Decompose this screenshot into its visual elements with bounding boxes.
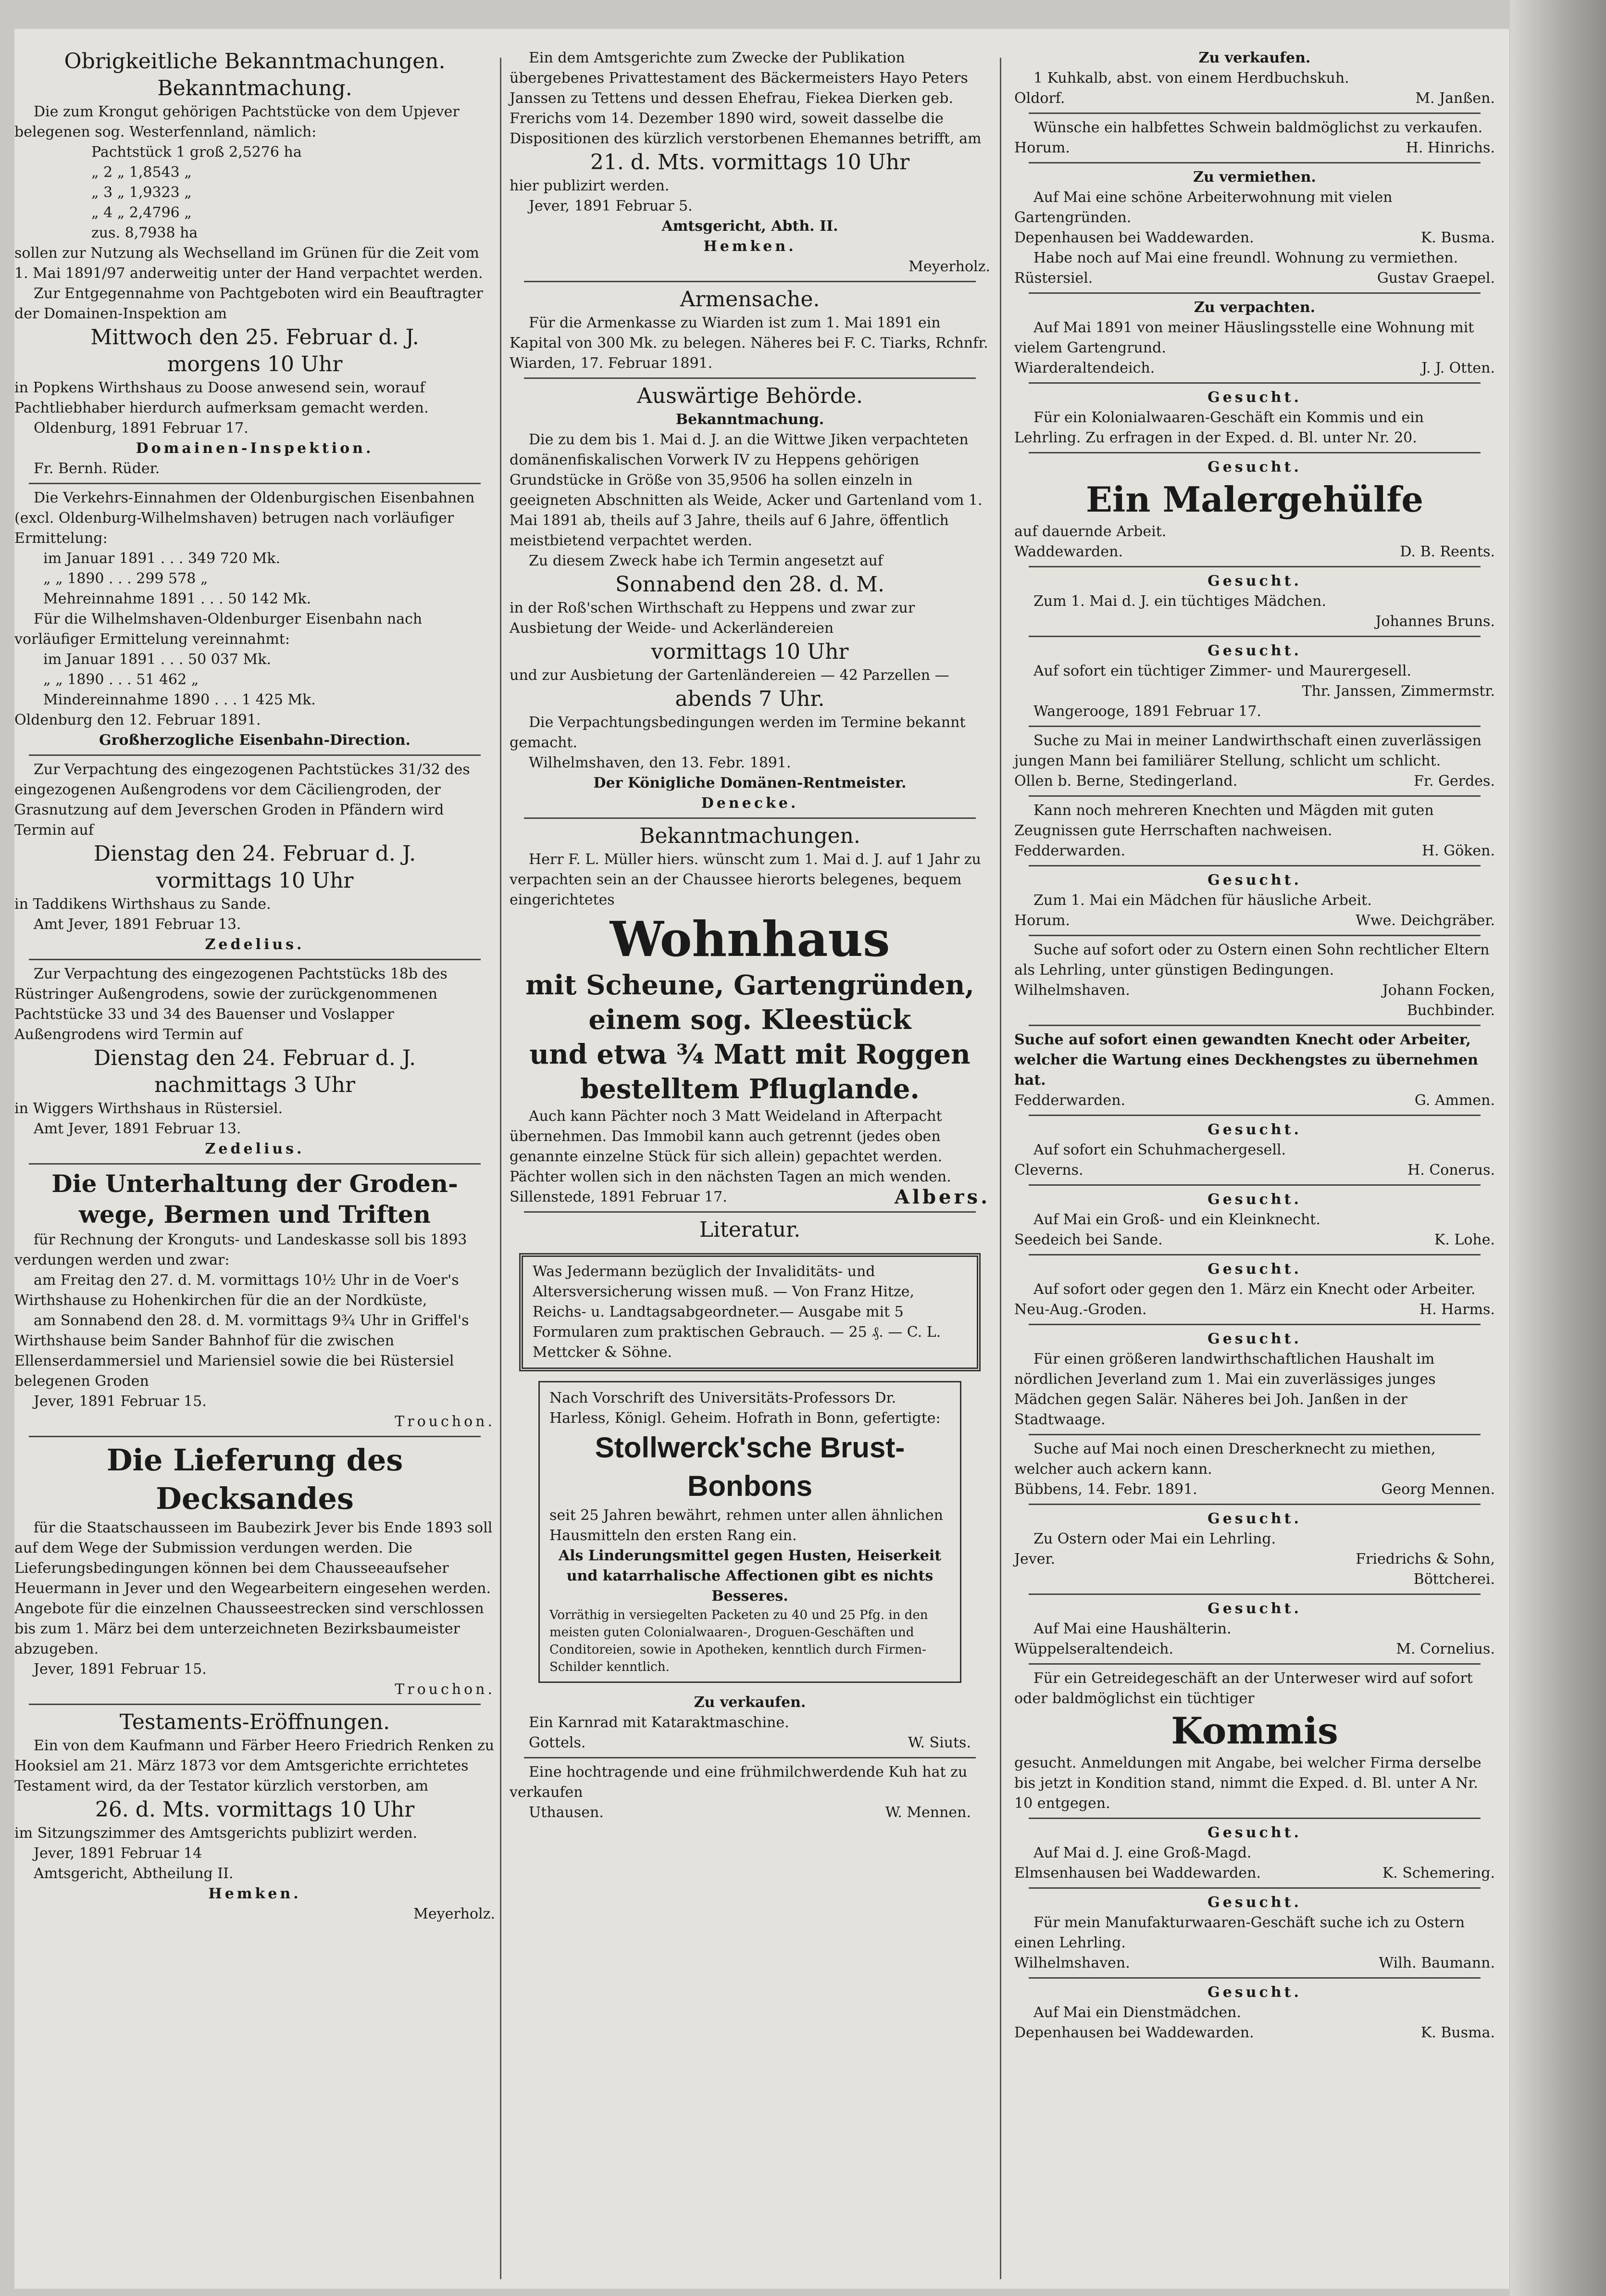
signature-date: Oldenburg den 12. Februar 1891. — [14, 712, 261, 728]
divider — [1029, 795, 1481, 797]
notice-text: im Sitzungszimmer des Amtsgerichts publizirt werden. — [14, 1825, 418, 1842]
divider — [1029, 1818, 1481, 1819]
signature: Wwe. Deichgräber. — [1356, 912, 1495, 929]
ad-heading: Gesucht. — [1208, 1330, 1302, 1347]
notice-text: Zur Verpachtung des eingezogenen Pachtstücks 18b des Rüstringer Außengrodens, sowie der zurückgenommenen Pachtstücke 33 und 34 des Bauenser und Voslapper Außengrodens wird Termin auf — [14, 966, 448, 1043]
time-line: abends 7 Uhr. — [675, 687, 825, 711]
divider — [1029, 1504, 1481, 1505]
signature: Johannes Bruns. — [1375, 613, 1495, 630]
divider — [1029, 1593, 1481, 1595]
ad-heading: Gesucht. — [1208, 872, 1302, 889]
divider — [1029, 1434, 1481, 1435]
ad-text: Für einen größeren landwirthschaftlichen Haushalt im nördlichen Jeverland zum 1. Mai ein zuverlässiges junges Mädchen gegen Salär. Näheres bei Joh. Janßen in der Stadtwaage. — [1014, 1351, 1436, 1428]
time-line: vormittags 10 Uhr — [651, 640, 849, 664]
divider — [1029, 935, 1481, 936]
signature: D. B. Reents. — [1400, 543, 1495, 560]
ad-text: Auf Mai d. J. eine Groß-Magd. — [1033, 1844, 1252, 1861]
time-line: vormittags 10 Uhr — [156, 868, 354, 893]
divider — [1029, 113, 1481, 114]
notice-text: Zur Entgegennahme von Pachtgeboten wird ein Beauftragter der Domainen-Inspektion am — [14, 285, 483, 322]
ad-text: auf dauernde Arbeit. — [1014, 523, 1167, 540]
signature: Meyerholz. — [909, 258, 990, 275]
signature-place: Rüstersiel. — [1014, 270, 1093, 287]
signature-place: Fedderwarden. — [1014, 1092, 1126, 1109]
column-rule — [1000, 58, 1001, 2279]
signature-row — [1014, 1549, 1495, 1569]
ad-heading: Gesucht. — [1208, 1121, 1302, 1138]
notice-text: Für die Armenkasse zu Wiarden ist zum 1. Mai 1891 ein Kapital von 300 Mk. zu belegen. Näheres bei F. C. Tiarks, Rchnfr. — [510, 314, 988, 351]
signature-place: Depenhausen bei Waddewarden. — [1014, 229, 1254, 246]
ad-heading: Zu vermiethen. — [1193, 169, 1316, 186]
signature: K. Busma. — [1420, 229, 1495, 246]
signature: Thr. Janssen, Zimmermstr. — [1302, 683, 1495, 700]
signature-date: Amt Jever, 1891 Februar 13. — [34, 1120, 241, 1137]
divider — [1029, 1025, 1481, 1026]
ad-heading: Gesucht. — [1208, 1984, 1302, 2001]
date-line: Mittwoch den 25. Februar d. J. — [90, 325, 419, 350]
signature-row — [1014, 228, 1495, 248]
divider — [524, 377, 976, 379]
section-heading: Testaments-Eröffnungen. — [119, 1710, 390, 1734]
ad-heading: Gesucht. — [1208, 1261, 1302, 1278]
ad-text: Auf sofort ein Schuhmachergesell. — [1033, 1142, 1286, 1158]
divider — [524, 1211, 976, 1213]
ad-text: Für ein Getreidegeschäft an der Unterweser wird auf sofort oder baldmöglichst ein tüchtiger — [1014, 1670, 1473, 1707]
signature: K. Busma. — [1420, 2024, 1495, 2041]
signature-row — [1014, 1300, 1495, 1320]
parcel-table — [14, 142, 495, 243]
signature: M. Cornelius. — [1396, 1641, 1495, 1657]
signature: Gustav Graepel. — [1377, 270, 1495, 287]
signature-date: Wilhelmshaven, den 13. Febr. 1891. — [529, 754, 791, 771]
literature-text: Was Jedermann bezüglich der Invaliditäts- und Altersversicherung wissen muß. — Von Franz Hitze, Reichs- u. Landtagsabgeordneter.— Ausgabe mit 5 Formularen zum praktischen Gebrauch. — 25 ₰. — C. L. Mettcker & Söhne. — [533, 1263, 941, 1361]
column-1 — [14, 48, 495, 1924]
divider — [1029, 382, 1481, 384]
ad-line: einem sog. Kleestück — [588, 1004, 911, 1036]
signature: Domainen-Inspektion. — [136, 440, 374, 457]
divider — [1029, 162, 1481, 163]
signature: K. Schemering. — [1382, 1865, 1495, 1882]
ad-heading: Gesucht. — [1208, 459, 1302, 476]
notice-text: in Taddikens Wirthshaus zu Sande. — [14, 896, 271, 913]
ad-text: Auf sofort ein tüchtiger Zimmer- und Maurergesell. — [1033, 663, 1412, 679]
notice-text: hier publizirt werden. — [510, 177, 670, 194]
signature: Zedelius. — [205, 936, 305, 953]
ad-text: Auf Mai 1891 von meiner Häuslingsstelle eine Wohnung mit vielem Gartengrund. — [1014, 319, 1474, 356]
signature: W. Siuts. — [908, 1734, 971, 1751]
signature: Fr. Bernh. Rüder. — [34, 460, 160, 477]
ad-text: gesucht. Anmeldungen mit Angabe, bei welcher Firma derselbe bis jetzt in Kondition stand, nimmt die Exped. d. Bl. unter A Nr. 10 entgegen. — [1014, 1755, 1482, 1812]
ad-heading: Gesucht. — [1208, 1824, 1302, 1841]
section-heading: Literatur. — [699, 1217, 801, 1242]
signature: J. J. Otten. — [1421, 360, 1495, 376]
divider — [1029, 1324, 1481, 1325]
ad-headline: Ein Malergehülfe — [1085, 479, 1424, 520]
signature: H. Hinrichs. — [1406, 139, 1495, 156]
notice-text: für die Staatschausseen im Baubezirk Jever bis Ende 1893 soll auf dem Wege der Submission verdungen werden. Die Lieferungsbedingungen können bei dem Chausseeaufseher Heuermann in Jever und den Wegearbeitern eingesehen werden. Angebote für die einzelnen Chausseestrecken sind verschlossen bis zum 1. März bei dem unterzeichneten Bezirksbaumeister abzugeben. — [14, 1519, 493, 1657]
signature: Böttcherei. — [1413, 1571, 1495, 1588]
signature-row — [1014, 1230, 1495, 1250]
ad-text: Zum 1. Mai d. J. ein tüchtiges Mädchen. — [1033, 593, 1326, 610]
signature-place: Gottels. — [529, 1734, 586, 1751]
ad-heading: Zu verkaufen. — [1198, 50, 1311, 66]
ad-text: 1 Kuhkalb, abst. von einem Herdbuchskuh. — [1033, 70, 1349, 87]
divider — [1029, 636, 1481, 637]
signature: Meyerholz. — [413, 1906, 495, 1922]
section-heading: Armensache. — [680, 287, 820, 312]
ad-line: mit Scheune, Gartengründen, — [525, 969, 974, 1001]
ad-text: Auf Mai ein Groß- und ein Kleinknecht. — [1033, 1211, 1320, 1228]
signature: Zedelius. — [205, 1141, 305, 1157]
date-line: Dienstag den 24. Februar d. J. — [93, 1046, 416, 1070]
notice-text: Zur Verpachtung des eingezogenen Pachtstückes 31/32 des eingezogenen Außengrodens vor dem Cäciliengroden, der Grasnutzung auf dem Jeverschen Groden in Pfändern wird Termin auf — [14, 761, 470, 839]
signature-row — [1014, 911, 1495, 931]
divider — [1029, 1115, 1481, 1116]
signature-place: Wilhelmshaven. — [1014, 1955, 1130, 1971]
ad-heading: Zu verpachten. — [1194, 299, 1316, 316]
ad-heading: Gesucht. — [1208, 642, 1302, 659]
signature-date: Wiarden, 17. Februar 1891. — [510, 355, 713, 372]
ad-text: Für mein Manufakturwaaren-Geschäft suche ich zu Ostern einen Lehrling. — [1014, 1914, 1465, 1951]
signature: H. Göken. — [1421, 842, 1495, 859]
signature-place: Ollen b. Berne, Stedingerland. — [1014, 773, 1238, 790]
ad-heading: Gesucht. — [1208, 1894, 1302, 1911]
ad-text: Suche zu Mai in meiner Landwirthschaft einen zuverlässigen jungen Mann bei familiärer Stellung, schlicht um schlicht. — [1014, 732, 1482, 769]
signature-place: Neu-Aug.-Groden. — [1014, 1301, 1147, 1318]
signature: Wilh. Baumann. — [1379, 1955, 1495, 1971]
notice-text: am Freitag den 27. d. M. vormittags 10½ Uhr in de Voer's Wirthshause zu Hohenkirchen für die an der Nordküste, — [14, 1272, 459, 1309]
divider — [1029, 1977, 1481, 1979]
divider — [29, 1436, 481, 1437]
column-rule — [500, 58, 501, 2279]
signature-place: Elmsenhausen bei Waddewarden. — [1014, 1865, 1261, 1882]
notice-heading: Zu verkaufen. — [694, 1694, 806, 1711]
section-heading: Bekanntmachungen. — [639, 824, 860, 848]
signature-row — [510, 1803, 990, 1823]
signature-place: Depenhausen bei Waddewarden. — [1014, 2024, 1254, 2041]
divider — [1029, 452, 1481, 453]
ad-text: Suche auf sofort oder zu Ostern einen Sohn rechtlicher Eltern als Lehrling, unter günstigen Bedingungen. — [1014, 941, 1490, 979]
signature: Johann Focken, — [1382, 982, 1495, 999]
notice-text: Ein dem Amtsgerichte zum Zwecke der Publikation übergebenes Privattestament des Bäckermeisters Hayo Peters Janssen zu Tettens und dessen Ehefrau, Fiekea Dierken geb. Frerichs vom 14. Dezember 1890 wird, soweit dasselbe die Dispositionen des kürzlich verstorbenen Ehemannes betrifft, am — [510, 50, 982, 147]
table-row: „ 4 „ 2,4796 „ — [91, 204, 192, 221]
notice-headline: Die Lieferung des Decksandes — [106, 1443, 403, 1516]
ad-headline: Wohnhaus — [610, 911, 890, 967]
signature-place: Fedderwarden. — [1014, 842, 1126, 859]
divider — [29, 754, 481, 756]
notice-text: Eine hochtragende und eine frühmilchwerdende Kuh hat zu verkaufen — [510, 1764, 968, 1801]
table-row: „ 3 „ 1,9323 „ — [91, 184, 192, 201]
signature: Hemken. — [208, 1885, 301, 1902]
signature-place: Uthausen. — [529, 1804, 604, 1821]
date-line: 21. d. Mts. vormittags 10 Uhr — [590, 150, 910, 175]
signature-row — [1014, 1480, 1495, 1500]
ad-text: Als Linderungsmittel gegen Husten, Heiserkeit und katarrhalische Affectionen gibt es nichts Besseres. — [558, 1547, 942, 1605]
ad-text: Habe noch auf Mai eine freundl. Wohnung zu vermiethen. — [1033, 250, 1458, 266]
newspaper-page — [14, 29, 1509, 2289]
ad-text: Zum 1. Mai ein Mädchen für häusliche Arbeit. — [1033, 892, 1372, 909]
signature-date: Jever, 1891 Februar 15. — [34, 1393, 207, 1410]
notice-text: für Rechnung der Kronguts- und Landeskasse soll bis 1893 verdungen werden und zwar: — [14, 1231, 467, 1268]
signature-row — [1014, 88, 1495, 109]
signature-place: Waddewarden. — [1014, 543, 1123, 560]
signature-row — [1014, 542, 1495, 562]
signature-row — [1014, 1863, 1495, 1883]
signature-date: Jever, 1891 Februar 15. — [34, 1661, 207, 1678]
divider — [29, 1704, 481, 1705]
notice-text: in Wiggers Wirthshaus in Rüstersiel. — [14, 1100, 283, 1117]
notice-text: in Popkens Wirthshaus zu Doose anwesend sein, worauf Pachtliebhaber hierdurch aufmerksam gemacht werden. — [14, 379, 429, 416]
revenue-table — [14, 549, 495, 609]
divider — [1029, 566, 1481, 567]
divider — [524, 1757, 976, 1758]
table-row: Pachtstück 1 groß 2,5276 ha — [91, 144, 302, 161]
notice-text: Ein von dem Kaufmann und Färber Heero Friedrich Renken zu Hooksiel am 21. März 1873 vor dem Amtsgerichte errichtetes Testament wird, da der Testator kürzlich verstorben, am — [14, 1737, 495, 1794]
section-heading: Obrigkeitliche Bekanntmachungen. — [64, 49, 446, 74]
signature-row — [1014, 2023, 1495, 2043]
notice-heading: Bekanntmachung. — [157, 76, 352, 100]
ad-text: Suche auf sofort einen gewandten Knecht oder Arbeiter, welcher die Wartung eines Deckhengstes zu übernehmen hat. — [1014, 1031, 1478, 1089]
divider — [1029, 1663, 1481, 1665]
divider — [29, 959, 481, 960]
signature: Albers. — [894, 1186, 990, 1208]
divider — [29, 1163, 481, 1165]
signature-row — [1014, 1953, 1495, 1973]
ad-text: Zu Ostern oder Mai ein Lehrling. — [1033, 1531, 1276, 1547]
notice-text: und zur Ausbietung der Gartenländereien — 42 Parzellen — — [510, 667, 949, 684]
ad-heading: Gesucht. — [1208, 1510, 1302, 1527]
notice-text: Die Verpachtungsbedingungen werden im Termine bekannt gemacht. — [510, 714, 966, 751]
table-row: „ 2 „ 1,8543 „ — [91, 164, 192, 181]
notice-text: Die zu dem bis 1. Mai d. J. an die Wittwe Jiken verpachteten domänenfiskalischen Vorwerk IV zu Heppens gehörigen Grundstücke in Größe von 35,9506 ha sollen einzeln in geeigneten Abschnitten als Weide, Acker und Gartenland vom 1. Mai 1891 ab, theils auf 3 Jahre, theils auf 6 Jahre, öffentlich meistbietend verpachtet werden. — [510, 431, 983, 549]
signature: Fr. Gerdes. — [1414, 773, 1495, 790]
table-row: Mehreinnahme 1891 . . . 50 142 Mk. — [43, 590, 311, 607]
signature: Der Königliche Domänen-Rentmeister. — [593, 775, 907, 791]
notice-headline: Die Unterhaltung der Groden-wege, Bermen und Triften — [51, 1169, 458, 1229]
table-row: „ „ 1890 . . . 51 462 „ — [43, 671, 199, 688]
divider — [29, 483, 481, 484]
revenue-table — [14, 650, 495, 710]
signature-row — [1014, 1160, 1495, 1180]
notice-text: Die zum Krongut gehörigen Pachtstücke von dem Upjever belegenen sog. Westerfennland, nämlich: — [14, 103, 460, 140]
signature-row — [1014, 268, 1495, 289]
table-row: Mindereinnahme 1890 . . . 1 425 Mk. — [43, 691, 316, 708]
signature-place: Oldorf. — [1014, 90, 1065, 107]
signature: Denecke. — [701, 795, 799, 812]
date-line: Sonnabend den 28. d. M. — [615, 572, 884, 597]
signature-row — [1014, 980, 1495, 1001]
ad-line: bestelltem Pfluglande. — [580, 1073, 920, 1105]
ad-text: Nach Vorschrift des Universitäts-Professors Dr. Harless, Königl. Geheim. Hofrath in Bonn, gefertigte: — [549, 1390, 941, 1427]
notice-text: Auch kann Pächter noch 3 Matt Weideland in Afterpacht übernehmen. Das Immobil kann auch getrennt (jedes oben genannte einzelne Stück für sich allein) gepachtet werden. Pächter wollen sich in den nächsten Tagen an mich wenden. — [510, 1108, 951, 1185]
table-row: „ „ 1890 . . . 299 578 „ — [43, 570, 208, 587]
signature-row — [510, 1187, 990, 1207]
signature-row — [510, 1733, 990, 1753]
signature: Georg Mennen. — [1381, 1481, 1495, 1498]
signature-place: Bübbens, 14. Febr. 1891. — [1014, 1481, 1197, 1498]
ad-text: Kann noch mehreren Knechten und Mägden mit guten Zeugnissen gute Herrschaften nachweisen. — [1014, 802, 1434, 839]
table-row: zus. 8,7938 ha — [91, 225, 198, 241]
signature: Buchbinder. — [1407, 1002, 1495, 1019]
date-line: 26. d. Mts. vormittags 10 Uhr — [95, 1797, 415, 1822]
notice-text: Die Verkehrs-Einnahmen der Oldenburgischen Eisenbahnen (excl. Oldenburg-Wilhelmshaven) betrugen nach vorläufiger Ermittelung: — [14, 489, 475, 547]
time-line: nachmittags 3 Uhr — [154, 1073, 356, 1097]
divider — [1029, 726, 1481, 727]
signature: H. Conerus. — [1407, 1162, 1495, 1179]
signature-row — [1014, 1091, 1495, 1111]
time-line: morgens 10 Uhr — [167, 352, 343, 376]
signature: Trouchon. — [395, 1413, 495, 1430]
signature-place: Wiarderaltendeich. — [1014, 360, 1155, 376]
signature-date: Sillenstede, 1891 Februar 17. — [510, 1189, 727, 1205]
signature-place: Jever. — [1014, 1551, 1056, 1568]
page-fold-shadow — [1510, 0, 1606, 2296]
ad-text: Auf Mai eine schöne Arbeiterwohnung mit vielen Gartengründen. — [1014, 189, 1393, 226]
signature-row — [1014, 841, 1495, 861]
divider — [524, 281, 976, 282]
signature: Hemken. — [703, 238, 797, 255]
column-2 — [510, 48, 990, 1823]
signature-row — [1014, 1639, 1495, 1659]
ad-heading: Gesucht. — [1208, 389, 1302, 406]
signature: W. Mennen. — [885, 1804, 971, 1821]
notice-text: Ein Karnrad mit Kataraktmaschine. — [529, 1714, 789, 1731]
signature-place: Horum. — [1014, 139, 1070, 156]
signature: Amtsgericht, Abtheilung II. — [34, 1865, 234, 1882]
notice-heading: Bekanntmachung. — [675, 411, 824, 428]
signature-place: Wilhelmshaven. — [1014, 982, 1130, 999]
notice-text: Für die Wilhelmshaven-Oldenburger Eisenbahn nach vorläufiger Ermittelung vereinnahmt: — [14, 611, 423, 648]
divider — [524, 817, 976, 819]
column-3 — [1014, 48, 1495, 2043]
signature: M. Janßen. — [1415, 90, 1495, 107]
signature: K. Lohe. — [1434, 1231, 1495, 1248]
signature-date: Wangerooge, 1891 Februar 17. — [1033, 703, 1262, 720]
date-line: Dienstag den 24. Februar d. J. — [93, 841, 416, 866]
divider — [1029, 292, 1481, 294]
divider — [1029, 865, 1481, 866]
bonbon-advertisement — [538, 1381, 961, 1683]
signature-date: Amt Jever, 1891 Februar 13. — [34, 916, 241, 933]
signature-date: Oldenburg, 1891 Februar 17. — [34, 420, 249, 437]
ad-text: Auf sofort oder gegen den 1. März ein Knecht oder Arbeiter. — [1033, 1281, 1476, 1298]
ad-heading: Gesucht. — [1208, 1191, 1302, 1208]
literature-box — [519, 1253, 981, 1371]
ad-text: Vorräthig in versiegelten Packeten zu 40 und 25 Pfg. in den meisten guten Colonialwaaren-, Droguen-Geschäften und Conditoreien, sowie in Apotheken, kenntlich durch Firmen-Schilder kenntlich. — [549, 1608, 928, 1674]
signature: Trouchon. — [395, 1681, 495, 1698]
signature-row — [1014, 138, 1495, 158]
ad-line: und etwa ¾ Matt mit Roggen — [529, 1039, 971, 1070]
notice-text: Herr F. L. Müller hiers. wünscht zum 1. Mai d. J. auf 1 Jahr zu verpachten sein an der Chaussee hierorts belegenes, bequem eingerichtetes — [510, 851, 981, 908]
table-row: im Januar 1891 . . . 349 720 Mk. — [43, 550, 281, 567]
brand-name: Stollwerck'sche Brust-Bonbons — [595, 1431, 905, 1502]
signature-place: Horum. — [1014, 912, 1070, 929]
signature: H. Harms. — [1419, 1301, 1495, 1318]
ad-text: Auf Mai eine Haushälterin. — [1033, 1620, 1232, 1637]
notice-text: in der Roß'schen Wirthschaft zu Heppens und zwar zur Ausbietung der Weide- und Ackerländereien — [510, 600, 915, 637]
ad-text: seit 25 Jahren bewährt, rehmen unter allen ähnlichen Hausmitteln den ersten Rang ein. — [549, 1507, 943, 1544]
ad-text: Suche auf Mai noch einen Drescherknecht zu miethen, welcher auch ackern kann. — [1014, 1441, 1436, 1478]
ad-text: Wünsche ein halbfettes Schwein baldmöglichst zu verkaufen. — [1033, 119, 1483, 136]
section-heading: Auswärtige Behörde. — [637, 384, 863, 408]
signature-place: Wüppelseraltendeich. — [1014, 1641, 1174, 1657]
divider — [1029, 1254, 1481, 1255]
signature-date: Jever, 1891 Februar 5. — [529, 198, 693, 214]
table-row: im Januar 1891 . . . 50 037 Mk. — [43, 651, 271, 668]
notice-text: Zu diesem Zweck habe ich Termin angesetzt auf — [529, 552, 883, 569]
signature-date: Jever, 1891 Februar 14 — [34, 1845, 202, 1862]
signature: Großherzogliche Eisenbahn-Direction. — [99, 732, 411, 749]
divider — [1029, 1184, 1481, 1186]
signature: Friedrichs & Sohn, — [1356, 1551, 1495, 1568]
ad-headline: Kommis — [1171, 1709, 1338, 1752]
ad-text: Auf Mai ein Dienstmädchen. — [1033, 2004, 1242, 2021]
signature: Amtsgericht, Abth. II. — [661, 218, 838, 235]
notice-text: sollen zur Nutzung als Wechselland im Grünen für die Zeit vom 1. Mai 1891/97 anderweitig unter der Hand verpachtet werden. — [14, 245, 483, 282]
ad-heading: Gesucht. — [1208, 1600, 1302, 1617]
signature: G. Ammen. — [1414, 1092, 1495, 1109]
signature-row — [1014, 358, 1495, 378]
signature-place: Cleverns. — [1014, 1162, 1083, 1179]
ad-text: Für ein Kolonialwaaren-Geschäft ein Kommis und ein Lehrling. Zu erfragen in der Exped. d. Bl. unter Nr. 20. — [1014, 409, 1424, 446]
signature-place: Seedeich bei Sande. — [1014, 1231, 1163, 1248]
signature-row — [1014, 771, 1495, 791]
divider — [1029, 1887, 1481, 1889]
ad-heading: Gesucht. — [1208, 573, 1302, 590]
notice-text: am Sonnabend den 28. d. M. vormittags 9¾ Uhr in Griffel's Wirthshause beim Sander Bahnhof für die zwischen Ellenserdammersiel und Mariensiel sowie die bei Rüstersiel belegenen Groden — [14, 1312, 469, 1390]
